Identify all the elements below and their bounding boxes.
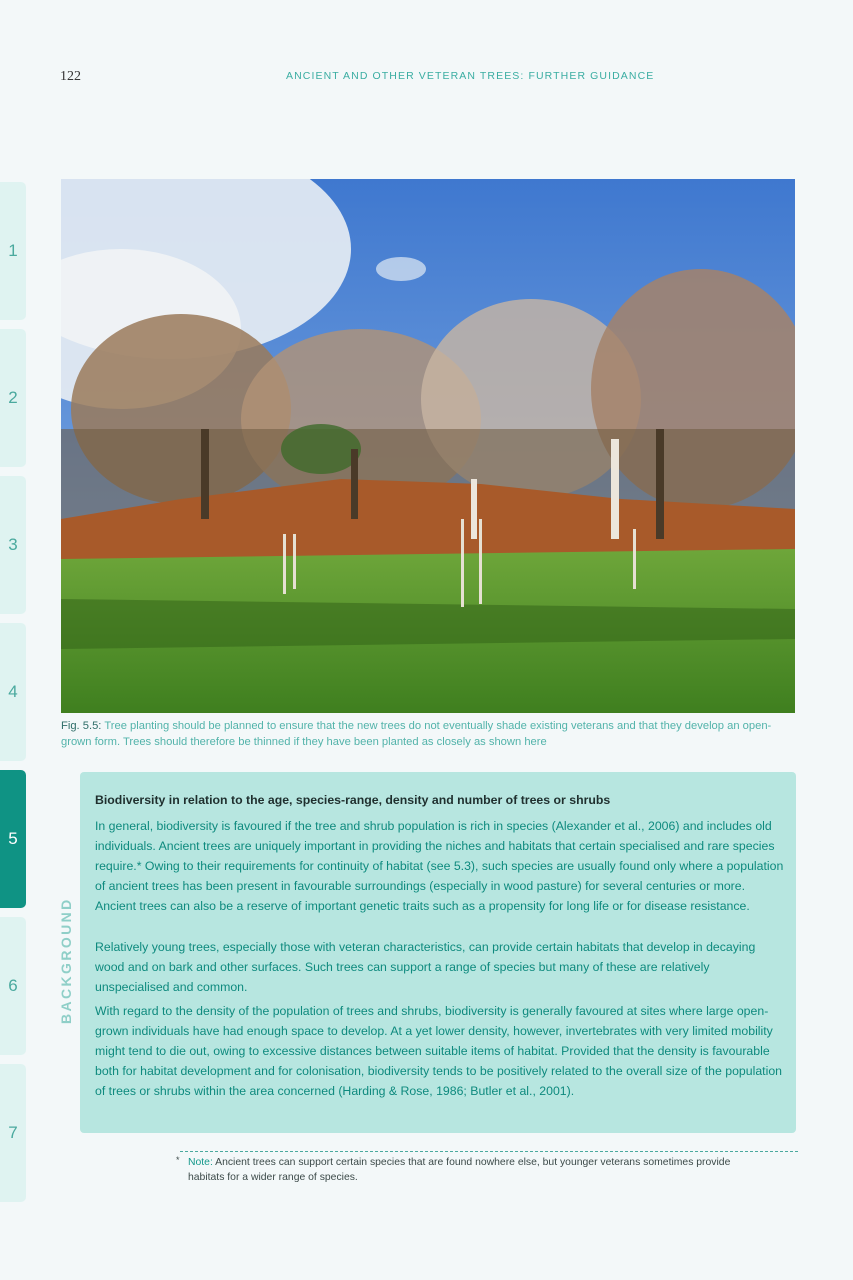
chapter-tab-label: 1: [8, 241, 18, 260]
woodland-photo: [61, 179, 795, 713]
chapter-tab-7[interactable]: [0, 1064, 26, 1202]
chapter-tab-label: 7: [8, 1123, 18, 1142]
chapter-tab-2[interactable]: [0, 329, 26, 467]
chapter-tab-label: 4: [8, 682, 18, 701]
running-title: ANCIENT AND OTHER VETERAN TREES: FURTHER GUIDANCE: [286, 70, 655, 82]
chapter-tab-label: 3: [8, 535, 18, 554]
background-paragraph-3: With regard to the density of the population of trees and shrubs, biodiversity is generally favoured at sites where large open-grown individuals have had enough space to develop. At a yet lower density, however, invertebrates with very limited mobility might tend to die out, owing to excessive distances between suitable items of habitat. Provided that the density is favourable both for habitat development and for colonisation, biodiversity tends to be positively related to the overall size of the population of trees or shrubs within the area concerned (Harding & Rose, 1986; Butler et al., 2001).: [95, 1004, 782, 1098]
chapter-tab-5[interactable]: [0, 770, 26, 908]
footnote-marker: *: [176, 1155, 180, 1165]
chapter-tab-1[interactable]: [0, 182, 26, 320]
background-paragraph-2: Relatively young trees, especially those with veteran characteristics, can provide certain habitats that develop in decaying wood and on bark and other surfaces. Such trees can support a range of species but many of these are relatively unspecialised and common.: [95, 940, 756, 994]
background-box-title: Biodiversity in relation to the age, species-range, density and number of trees or shrubs: [95, 793, 611, 807]
footnote: [176, 1155, 800, 1185]
footnote-divider: [180, 1151, 798, 1152]
chapter-tab-label: 5: [8, 829, 18, 848]
figure-label: Fig. 5.5:: [61, 720, 102, 732]
footnote-text-line-1: Ancient trees can support certain species that are found nowhere else, but younger veterans sometimes provide: [212, 1157, 731, 1168]
background-side-label: BACKGROUND: [58, 897, 74, 1024]
chapter-tab-4[interactable]: [0, 623, 26, 761]
chapter-tab-label: 2: [8, 388, 18, 407]
page-number: 122: [60, 69, 81, 84]
figure-caption-text: Tree planting should be planned to ensure that the new trees do not eventually shade existing veterans and that they develop an open-grown form. Trees should therefore be thinned if they have been planted as closely as shown here: [61, 720, 772, 748]
footnote-label: Note:: [188, 1157, 213, 1168]
background-paragraph-1: In general, biodiversity is favoured if the tree and shrub population is rich in species (Alexander et al., 2006) and includes old individuals. Ancient trees are uniquely important in providing the niches and habitats that certain specialised and rare species require.* Owing to their requirements for continuity of habitat (see 5.3), such species are usually found only where a population of ancient trees has been present in favourable surroundings (especially in wood pasture) for several centuries or more. Ancient trees can also be a reserve of important genetic traits such as a propensity for long life or for disease resistance.: [95, 819, 784, 913]
footnote-text-line-2: habitats for a wider range of species.: [188, 1172, 358, 1183]
figure-caption: [61, 718, 801, 750]
chapter-tab-6[interactable]: [0, 917, 26, 1055]
chapter-tab-3[interactable]: [0, 476, 26, 614]
chapter-tab-label: 6: [8, 976, 18, 995]
